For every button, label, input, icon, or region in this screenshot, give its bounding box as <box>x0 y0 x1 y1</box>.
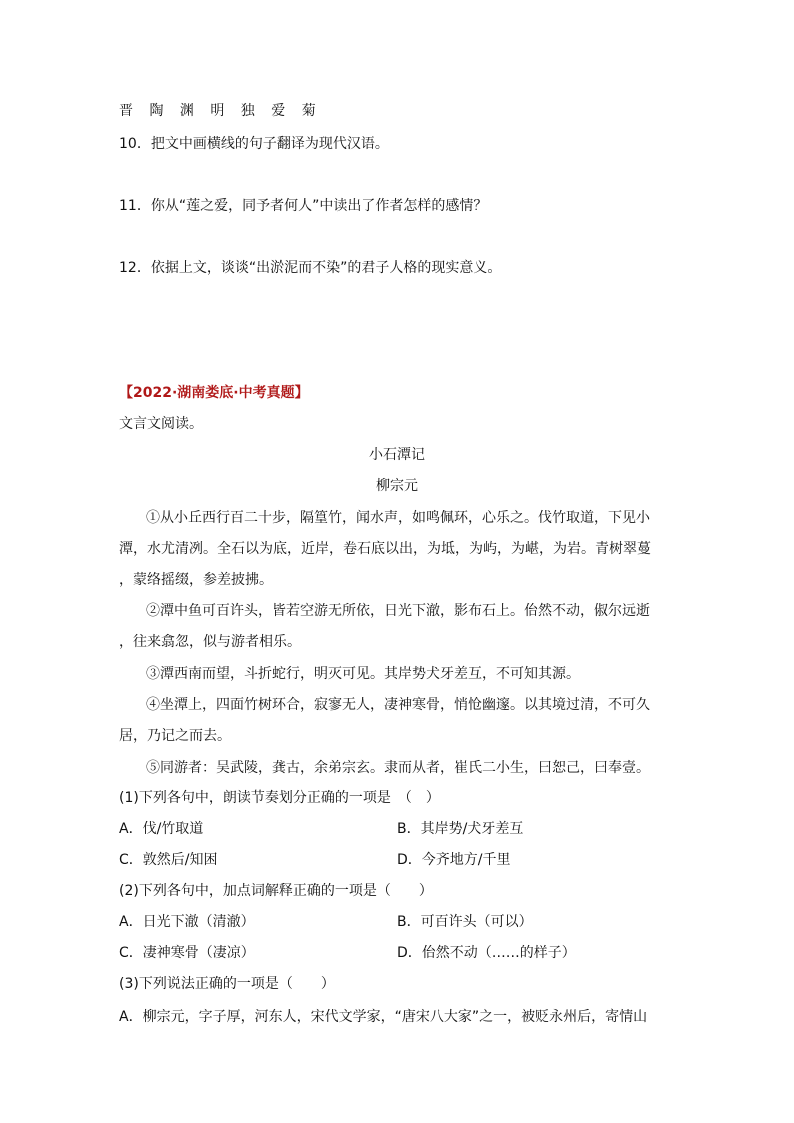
question-12: 12．依据上文，谈谈“出淤泥而不染”的君子人格的现实意义。 <box>119 260 502 276</box>
source-tag: 【2022·湖南娄底·中考真题】 <box>119 385 309 401</box>
q1-option-a: A．伐/竹取道 <box>119 821 204 837</box>
question-10: 10．把文中画横线的句子翻译为现代汉语。 <box>119 136 389 152</box>
passage-line: ⑤同游者：吴武陵，龚古，余弟宗玄。隶而从者，崔氏二小生，曰恕己，曰奉壹。 <box>146 760 650 776</box>
question-11: 11．你从“莲之爱，同予者何人”中读出了作者怎样的感情？ <box>119 198 488 214</box>
passage-line: ，蒙络摇缀，参差披拂。 <box>119 572 273 588</box>
author-line: 晋 陶 渊 明 独 爱 菊 <box>119 103 322 119</box>
q2-option-b: B．可百许头（可以） <box>397 914 533 930</box>
passage-line: ②潭中鱼可百许头，皆若空游无所依，日光下澈，影布石上。佁然不动，俶尔远逝 <box>146 603 650 619</box>
q2-stem: (2)下列各句中，加点词解释正确的一项是（ ） <box>119 883 433 899</box>
q2-option-a: A．日光下澈（清澈） <box>119 914 255 930</box>
passage-line: ①从小丘西行百二十步，隔篁竹，闻水声，如鸣佩环，心乐之。伐竹取道，下见小 <box>146 510 650 526</box>
q1-option-c: C．敦然后/知困 <box>119 852 218 868</box>
passage-line: ④坐潭上，四面竹树环合，寂寥无人，凄神寒骨，悄怆幽邃。以其境过清，不可久 <box>146 697 650 713</box>
q2-option-c: C．凄神寒骨（凄凉） <box>119 945 255 961</box>
q1-option-d: D．今齐地方/千里 <box>397 852 511 868</box>
q3-stem: (3)下列说法正确的一项是（ ） <box>119 976 335 992</box>
q1-option-b: B．其岸势/犬牙差互 <box>397 821 524 837</box>
passage-author: 柳宗元 <box>376 478 418 494</box>
passage-line: 潭，水尤清冽。全石以为底，近岸，卷石底以出，为坻，为屿，为嵁，为岩。青树翠蔓 <box>119 541 651 557</box>
passage-title: 小石潭记 <box>369 447 425 463</box>
q3-option-a: A．柳宗元，字子厚，河东人，宋代文学家，“唐宋八大家”之一，被贬永州后，寄情山 <box>119 1009 648 1025</box>
passage-line: ，往来翕忽，似与游者相乐。 <box>119 634 301 650</box>
instruction: 文言文阅读。 <box>119 416 203 432</box>
passage-line: ③潭西南而望，斗折蛇行，明灭可见。其岸势犬牙差互，不可知其源。 <box>146 666 580 682</box>
q2-option-d: D．佁然不动（……的样子） <box>397 945 576 961</box>
q1-stem: (1)下列各句中，朗读节奏划分正确的一项是 （ ） <box>119 790 440 806</box>
passage-line: 居，乃记之而去。 <box>119 728 231 744</box>
